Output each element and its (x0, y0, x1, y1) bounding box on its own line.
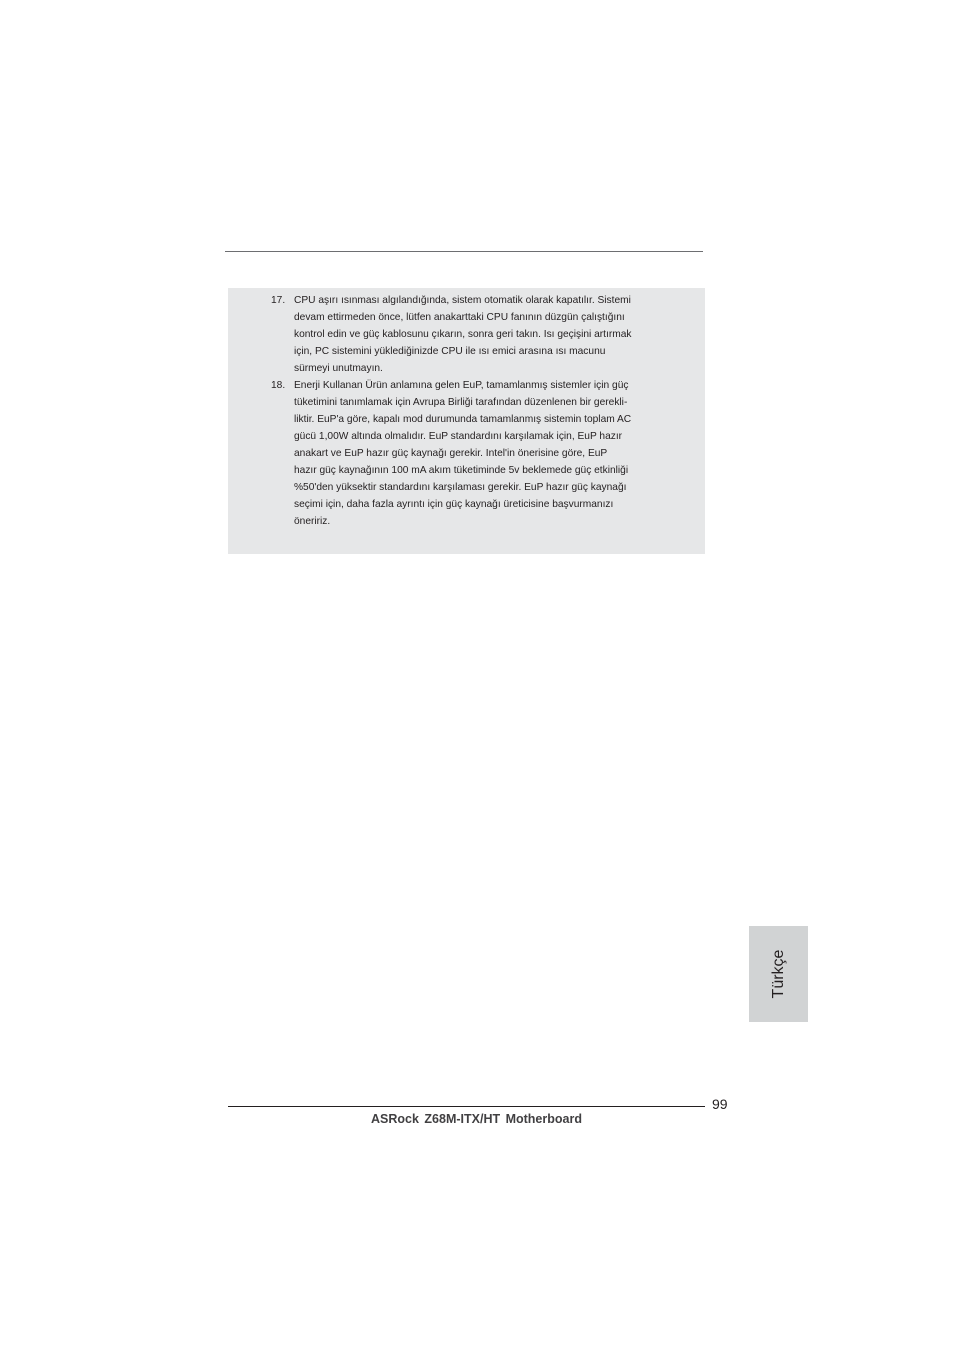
note-line: CPU aşırı ısınması algılandığında, sistem otomatik olarak kapatılır. Sistemi (294, 295, 631, 306)
note-number: 17. (271, 295, 286, 306)
note-line: öneririz. (294, 516, 331, 527)
footer-title: ASRock Z68M-ITX/HT Motherboard (371, 1112, 582, 1126)
note-line: için, PC sistemini yüklediğinizde CPU ile ısı emici arasına ısı macunu (294, 346, 606, 357)
note-item-18 (228, 377, 670, 530)
footer-divider (228, 1106, 705, 1107)
note-line: %50'den yüksektir standardını karşılaması gerekir. EuP hazır güç kaynağı (294, 482, 627, 493)
notes-list (228, 292, 705, 530)
language-label: Türkçe (769, 949, 787, 999)
note-item-17 (228, 292, 670, 377)
page-number: 99 (712, 1096, 728, 1112)
note-line: sürmeyi unutmayın. (294, 363, 383, 374)
note-line: gücü 1,00W altında olmalıdır. EuP standardını karşılamak için, EuP hazır (294, 431, 623, 442)
note-line: tüketimini tanımlamak için Avrupa Birliği tarafından düzenlenen bir gerekli- (294, 397, 628, 408)
notes-box (228, 288, 705, 554)
language-side-tab (749, 926, 808, 1022)
note-number: 18. (271, 380, 286, 391)
note-line: anakart ve EuP hazır güç kaynağı gerekir. Intel'in önerisine göre, EuP (294, 448, 608, 459)
top-divider (225, 251, 703, 252)
note-line: devam ettirmeden önce, lütfen anakarttaki CPU fanının düzgün çalıştığını (294, 312, 625, 323)
note-line: hazır güç kaynağının 100 mA akım tüketiminde 5v beklemede güç etkinliği (294, 465, 629, 476)
note-line: seçimi için, daha fazla ayrıntı için güç kaynağı üreticisine başvurmanızı (294, 499, 614, 510)
note-line: kontrol edin ve güç kablosunu çıkarın, sonra geri takın. Isı geçişini artırmak (294, 329, 632, 340)
note-line: Enerji Kullanan Ürün anlamına gelen EuP, tamamlanmış sistemler için güç (294, 380, 629, 391)
note-line: liktir. EuP'a göre, kapalı mod durumunda tamamlanmış sistemin toplam AC (294, 414, 632, 425)
